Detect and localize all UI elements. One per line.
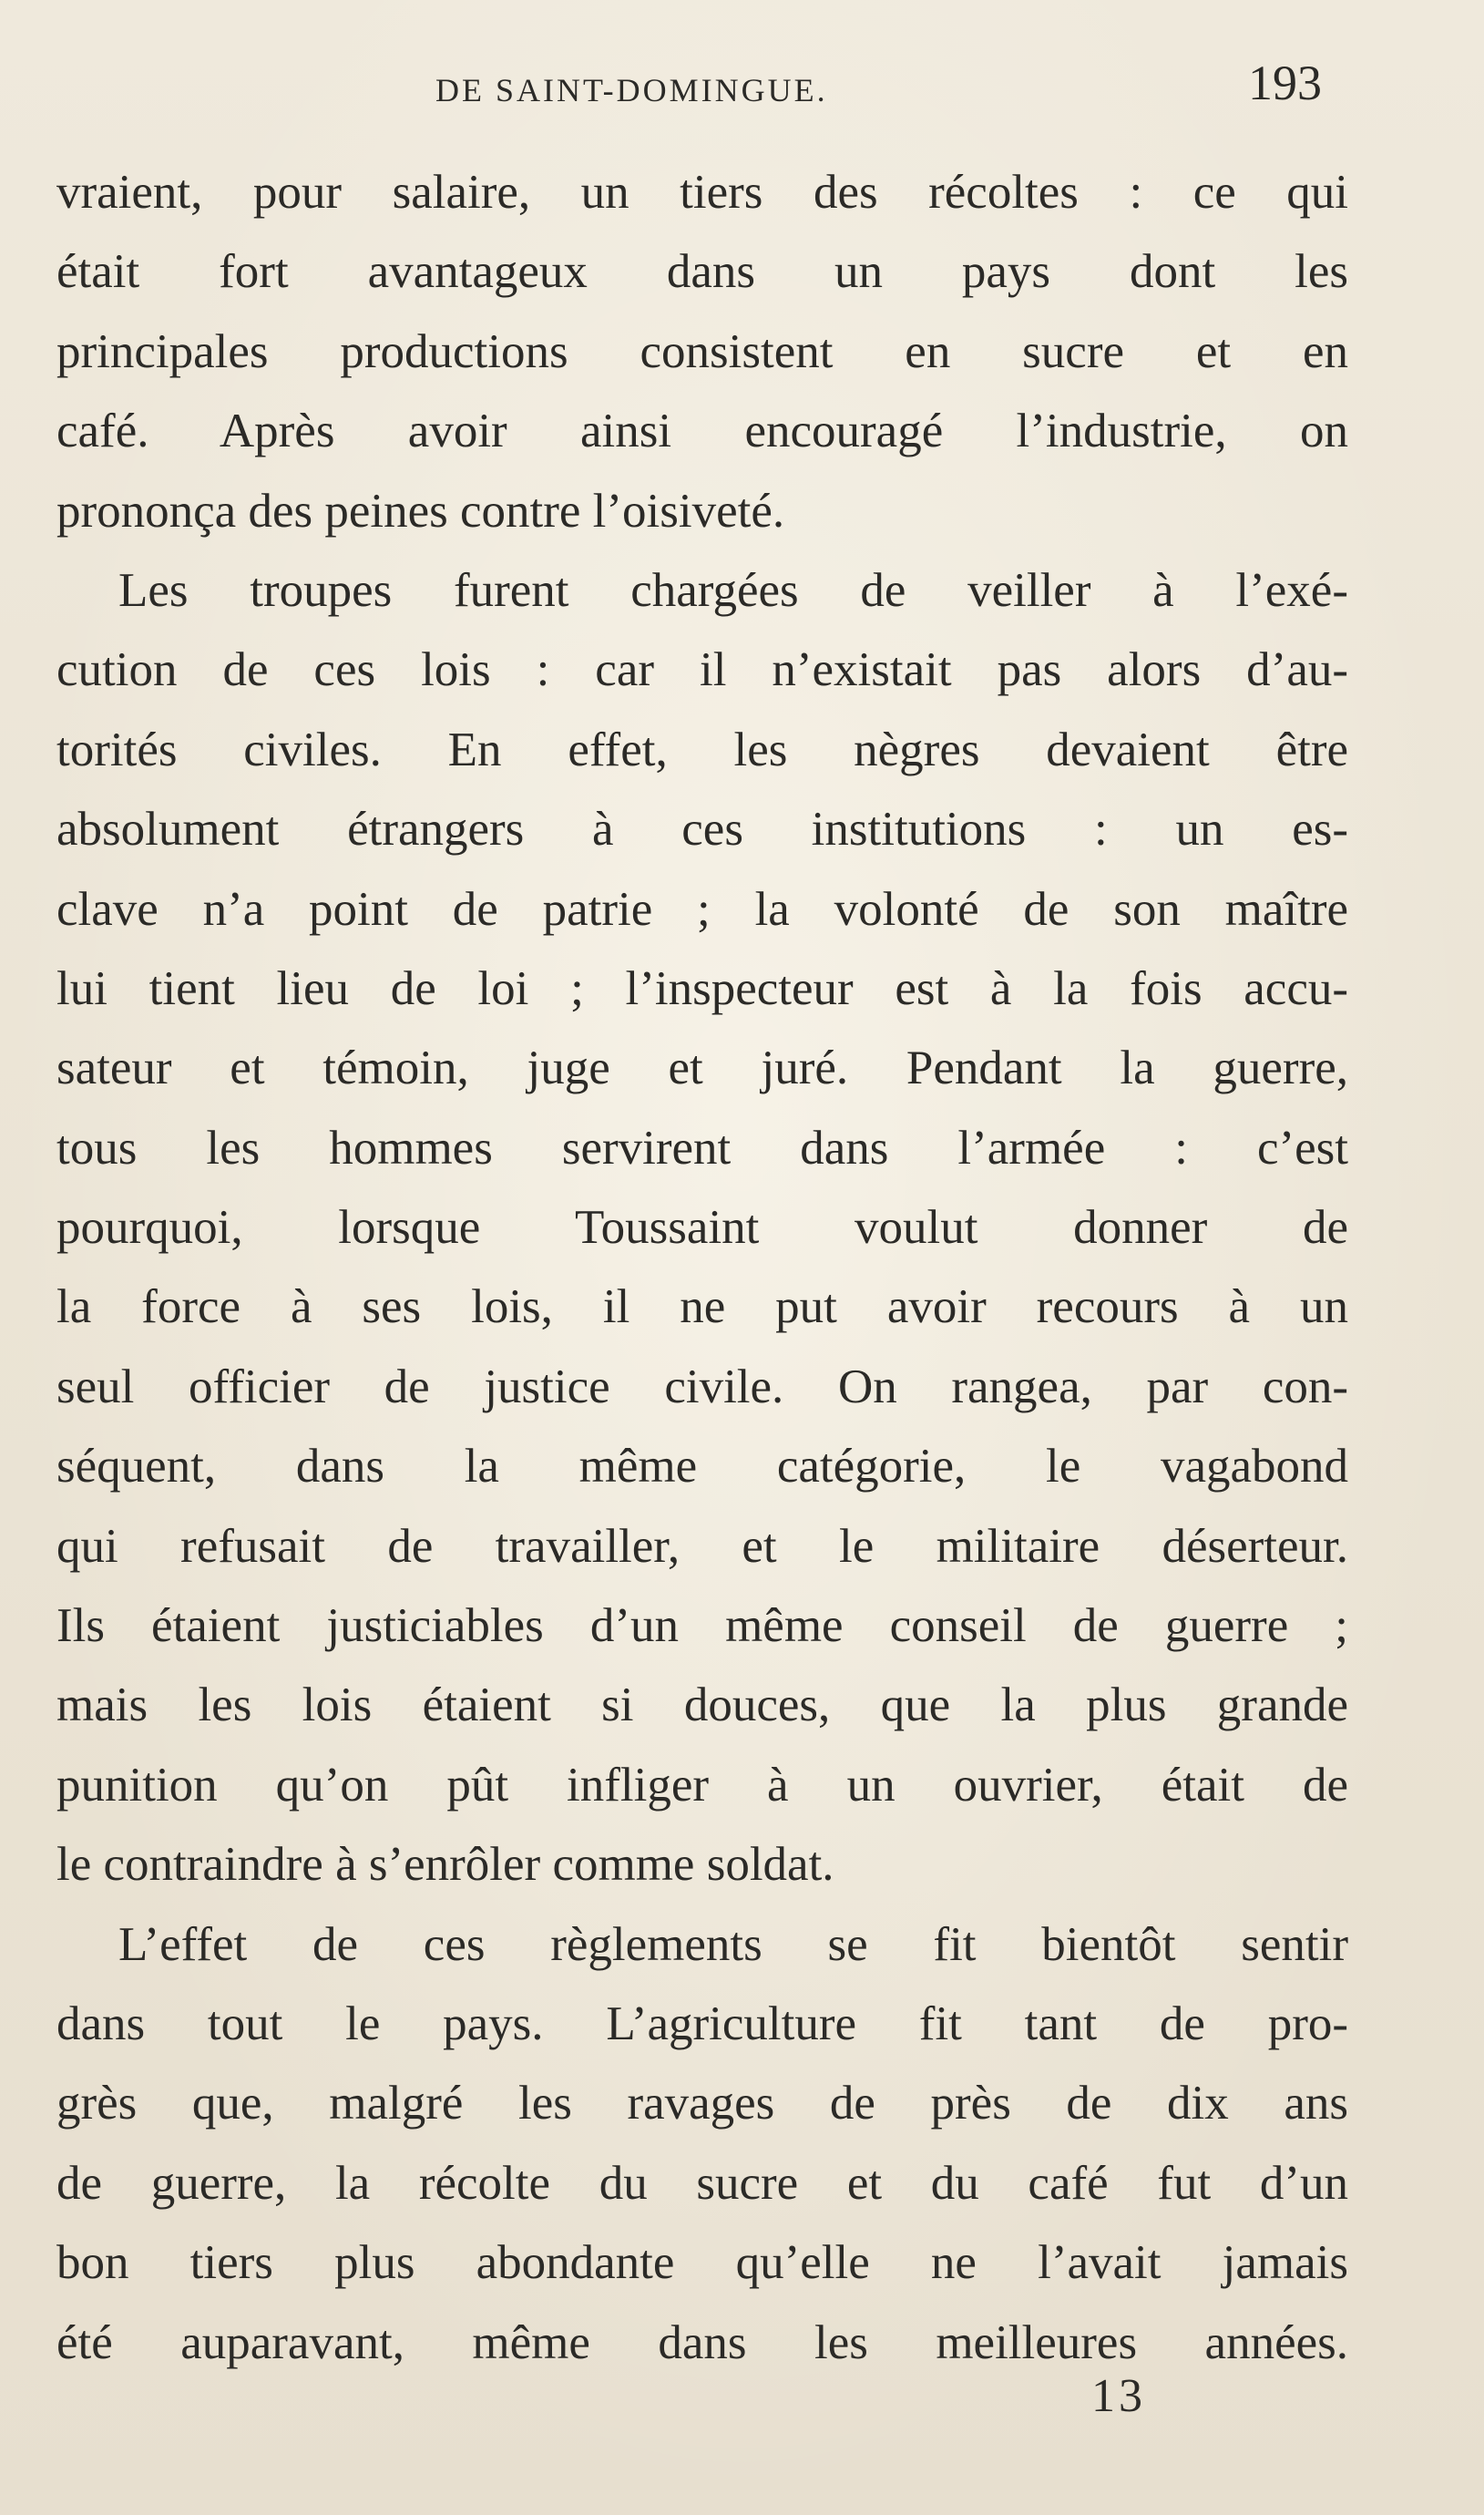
- paragraph-end-line: le contraindre à s’enrôler comme soldat.: [56, 1838, 834, 1892]
- paragraph-start-line: Les troupes furent chargées de veiller à l’exé-: [118, 563, 1348, 617]
- text-line: sateur et témoin, juge et juré. Pendant la guerre,: [56, 1042, 1348, 1095]
- text-line: torités civiles. En effet, les nègres devaient être: [56, 723, 1348, 776]
- text-line: la force à ses lois, il ne put avoir recours à un: [56, 1280, 1348, 1334]
- text-line: seul officier de justice civile. On rangea, par con-: [56, 1360, 1348, 1413]
- paragraph-end-line: prononça des peines contre l’oisiveté.: [56, 484, 785, 538]
- text-line: grès que, malgré les ravages de près de dix ans: [56, 2077, 1348, 2130]
- text-line: principales productions consistent en sucre et en: [56, 324, 1348, 378]
- page-number: 193: [1248, 56, 1322, 110]
- body-text: [56, 153, 1348, 2383]
- text-line: tous les hommes servirent dans l’armée : c’est: [56, 1121, 1348, 1175]
- text-line: était fort avantageux dans un pays dont les: [56, 245, 1348, 299]
- text-line: de guerre, la récolte du sucre et du café fut d’un: [56, 2156, 1348, 2210]
- text-line: mais les lois étaient si douces, que la plus grande: [56, 1678, 1348, 1732]
- running-head: DE SAINT-DOMINGUE.: [435, 72, 828, 108]
- text-line: été auparavant, même dans les meilleures années.: [56, 2315, 1348, 2369]
- text-line: bon tiers plus abondante qu’elle ne l’avait jamais: [56, 2236, 1348, 2290]
- text-line: punition qu’on pût infliger à un ouvrier, était de: [56, 1758, 1348, 1812]
- text-line: pourquoi, lorsque Toussaint voulut donner de: [56, 1201, 1348, 1255]
- text-line: séquent, dans la même catégorie, le vagabond: [56, 1440, 1348, 1494]
- text-line: cution de ces lois : car il n’existait pas alors d’au-: [56, 643, 1348, 697]
- text-line: absolument étrangers à ces institutions : un es-: [56, 803, 1348, 857]
- text-line: lui tient lieu de loi ; l’inspecteur est à la fois accu-: [56, 961, 1348, 1015]
- text-line: vraient, pour salaire, un tiers des récoltes : ce qui: [56, 166, 1348, 219]
- signature-mark: 13: [1091, 2370, 1146, 2422]
- text-line: qui refusait de travailler, et le militaire déserteur.: [56, 1519, 1348, 1573]
- text-line: clave n’a point de patrie ; la volonté de son maître: [56, 882, 1348, 936]
- paragraph-start-line: L’effet de ces règlements se fit bientôt sentir: [118, 1917, 1348, 1971]
- text-line: Ils étaient justiciables d’un même conseil de guerre ;: [56, 1599, 1348, 1653]
- text-line: dans tout le pays. L’agriculture fit tant de pro-: [56, 1997, 1348, 2050]
- text-line: café. Après avoir ainsi encouragé l’industrie, on: [56, 405, 1348, 458]
